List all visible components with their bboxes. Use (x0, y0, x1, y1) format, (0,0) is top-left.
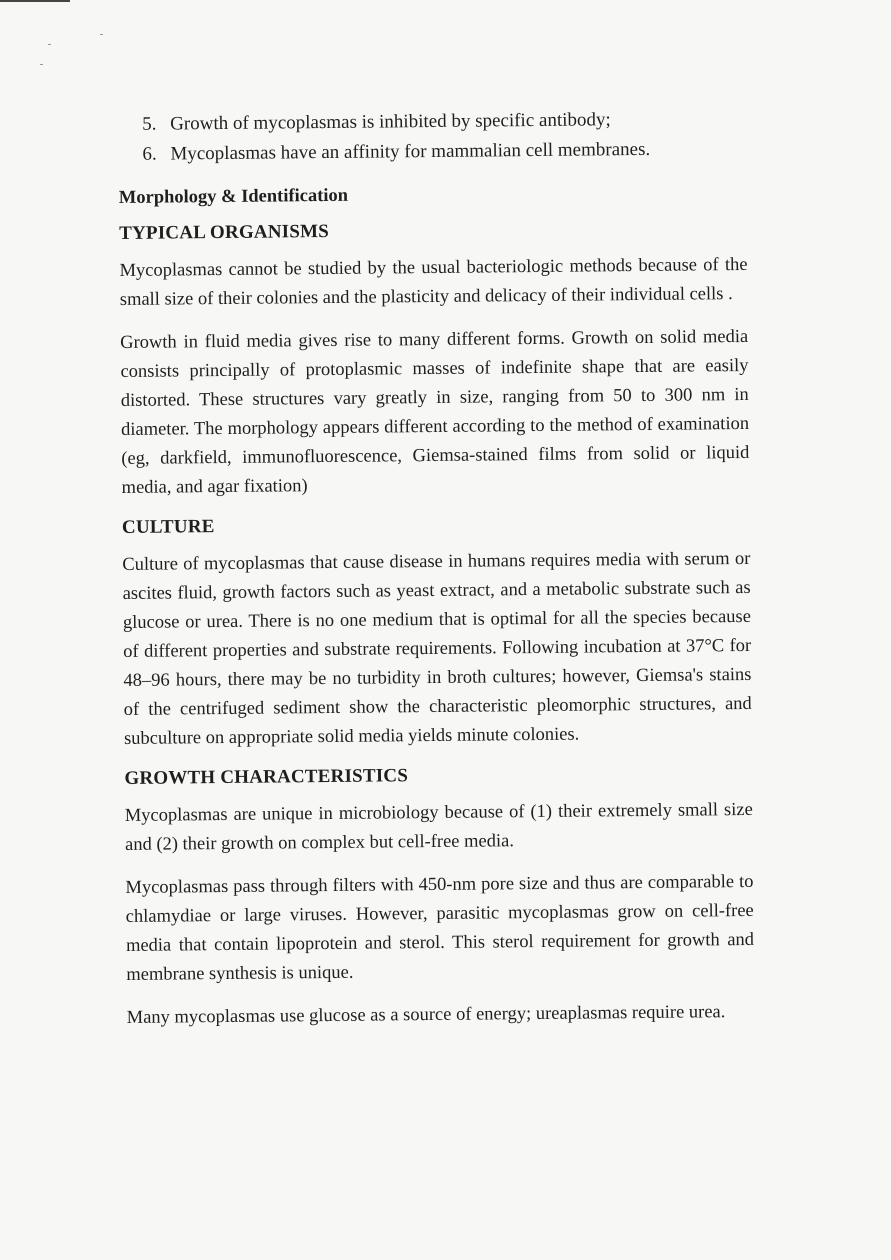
heading-growth-characteristics: GROWTH CHARACTERISTICS (124, 765, 409, 789)
top-edge-rule (0, 0, 70, 2)
paragraph-culture: Culture of mycoplasmas that cause disease in humans requires media with serum or ascites fluid, growth factors such as yeast extract, and a metabolic substrate such as glucose or urea. There is no one medium that is optimal for all the species because of different properties and substrate requirements. Following incubation at 37°C for 48–96 hours, there may be no turbidity in broth cultures; however, Giemsa's stains of the centrifuged sediment show the characteristic pleomorphic structures, and subculture on appropriate solid media yields minute colonies. (122, 548, 752, 749)
scan-speck (40, 64, 43, 65)
list-item-text: Growth of mycoplasmas is inhibited by specific antibody; (170, 109, 611, 135)
paragraph-growth-3: Many mycoplasmas use glucose as a source of energy; ureaplasmas require urea. (126, 1002, 726, 1028)
list-item-number: 6. (142, 143, 157, 165)
heading-culture: CULTURE (121, 516, 215, 538)
scan-speck (100, 34, 103, 35)
scan-speck (48, 44, 51, 45)
paragraph-growth-1: Mycoplasmas are unique in microbiology because of (1) their extremely small size and (2) their growth on complex but cell-free media. (124, 799, 753, 855)
section-title: Morphology & Identification (118, 185, 349, 208)
list-item-text: Mycoplasmas have an affinity for mammalian cell membranes. (170, 138, 651, 165)
numbered-list (142, 104, 747, 170)
paragraph-growth-2: Mycoplasmas pass through filters with 450-nm pore size and thus are comparable to chlamydiae or large viruses. However, parasitic mycoplasmas grow on cell-free media that contain lipoprotein and sterol. This sterol requirement for growth and membrane synthesis is unique. (125, 871, 755, 985)
list-item-number: 5. (142, 113, 157, 135)
heading-typical-organisms: TYPICAL ORGANISMS (119, 220, 330, 244)
paragraph-typical-2: Growth in fluid media gives rise to many different forms. Growth on solid media consists principally of protoplasmic masses of indefinite shape that are easily distorted. These structures vary greatly in size, ranging from 50 to 300 nm in diameter. The morphology appears different according to the method of examination (eg, darkfield, immunofluorescence, Giemsa-stained films from solid or liquid media, and agar fixation) (120, 326, 750, 498)
document-page (118, 104, 755, 1047)
list-item (142, 134, 746, 170)
paragraph-typical-1: Mycoplasmas cannot be studied by the usual bacteriologic methods because of the small size of their colonies and the plasticity and delicacy of their individual cells . (119, 254, 748, 310)
